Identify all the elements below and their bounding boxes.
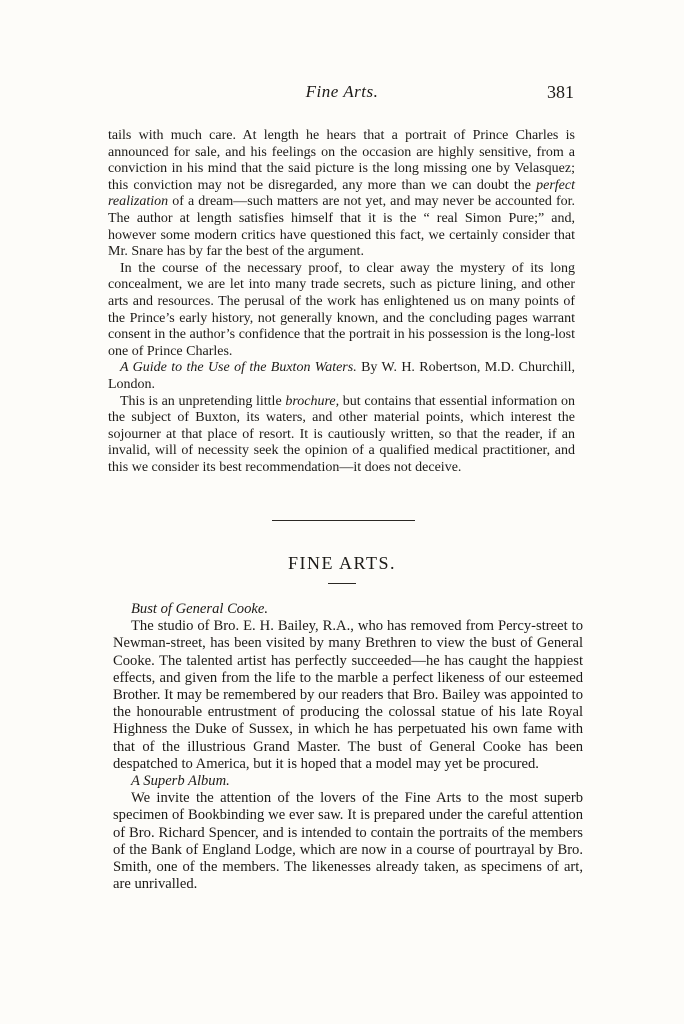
- review-paragraph: [108, 128, 575, 261]
- bust-subheading: Bust of General Cooke.: [131, 601, 268, 617]
- review-continuation: [108, 128, 575, 476]
- album-paragraph: We invite the attention of the lovers of the Fine Arts to the most superb specimen of Bookbinding we ever saw. It is prepared under the careful attention of Bro. Richard Spencer, and is intended to contain the portraits of the members of the Bank of England Lodge, which are now in a course of pourtrayal by Bro. Smith, one of the members. The likenesses already taken, as specimens of art, are unrivalled.: [113, 790, 583, 893]
- section-divider: [272, 520, 415, 521]
- running-title: Fine Arts.: [305, 82, 379, 101]
- notice-publisher: Churchill, London.: [108, 360, 576, 392]
- notice-author: W. H. Robertson, M.D.: [381, 360, 515, 376]
- fine-arts-section: [113, 601, 583, 893]
- review-emphasis: perfect realization: [108, 177, 575, 210]
- review-paragraph-text: tails with much care. At length he hears that a portrait of Prince Charles is announced for sale, and his feelings on the occasion are highly sensitive, from a conviction in his mind that the said picture is the long missing one by Velasquez; this conviction may not be disregarded, any more than we can doubt the: [108, 128, 575, 193]
- heading-rule: [328, 583, 356, 584]
- notice-title: A Guide to the Use of the Buxton Waters.: [120, 360, 357, 376]
- review-paragraph-2: In the course of the necessary proof, to clear away the mystery of its long concealment, we are let into many trade secrets, such as picture lining, and other arts and resources. The perusal of the work has enlightened us on many points of the Prince’s early history, not generally known, and the concluding pages warrant consent in the author’s confidence that the portrait in his possession is the long-lost one of Prince Charles.: [108, 260, 575, 359]
- review-paragraph-text-cont: of a dream—such matters are not yet, and may never be accounted for. The author at length satisfies himself that it is the “ real Simon Pure;” and, however some modern critics have questioned this fact, we certainly consider that Mr. Snare has by far the best of the argument.: [108, 194, 575, 260]
- notice-by: By: [361, 360, 378, 376]
- bust-paragraph: The studio of Bro. E. H. Bailey, R.A., who has removed from Percy-street to Newman-street, has been visited by many Brethren to view the bust of General Cooke. The talented artist has perfectly succeeded—he has caught the happiest effects, and given from the life to the marble a perfect likeness of our esteemed Brother. It may be remembered by our readers that Bro. Bailey was appointed to the honourable entrustment of producing the colossal statue of his late Royal Highness the Duke of Sussex, in which he has perpetuated his own fame with that of the illustrious Grand Master. The bust of General Cooke has been despatched to America, but it is hoped that a model may yet be procured.: [113, 618, 583, 772]
- album-subheading: A Superb Album.: [131, 773, 230, 790]
- notice-text-pre: This is an unpretending little: [120, 393, 282, 409]
- notice-paragraph: [108, 394, 575, 477]
- notice-heading: [108, 360, 575, 393]
- section-heading: FINE ARTS.: [288, 553, 396, 573]
- notice-emphasis: brochure,: [285, 393, 340, 409]
- page-number: 381: [547, 82, 574, 102]
- notice-text-post: but contains that essential information on the subject of Buxton, its waters, and other material points, which interest the sojourner at that place of resort. It is cautiously written, so that the reader, if an invalid, will of necessity seek the opinion of a qualified medical practitioner, and this we consider its best recommendation—it does not deceive.: [108, 393, 575, 475]
- page-header: [0, 82, 684, 106]
